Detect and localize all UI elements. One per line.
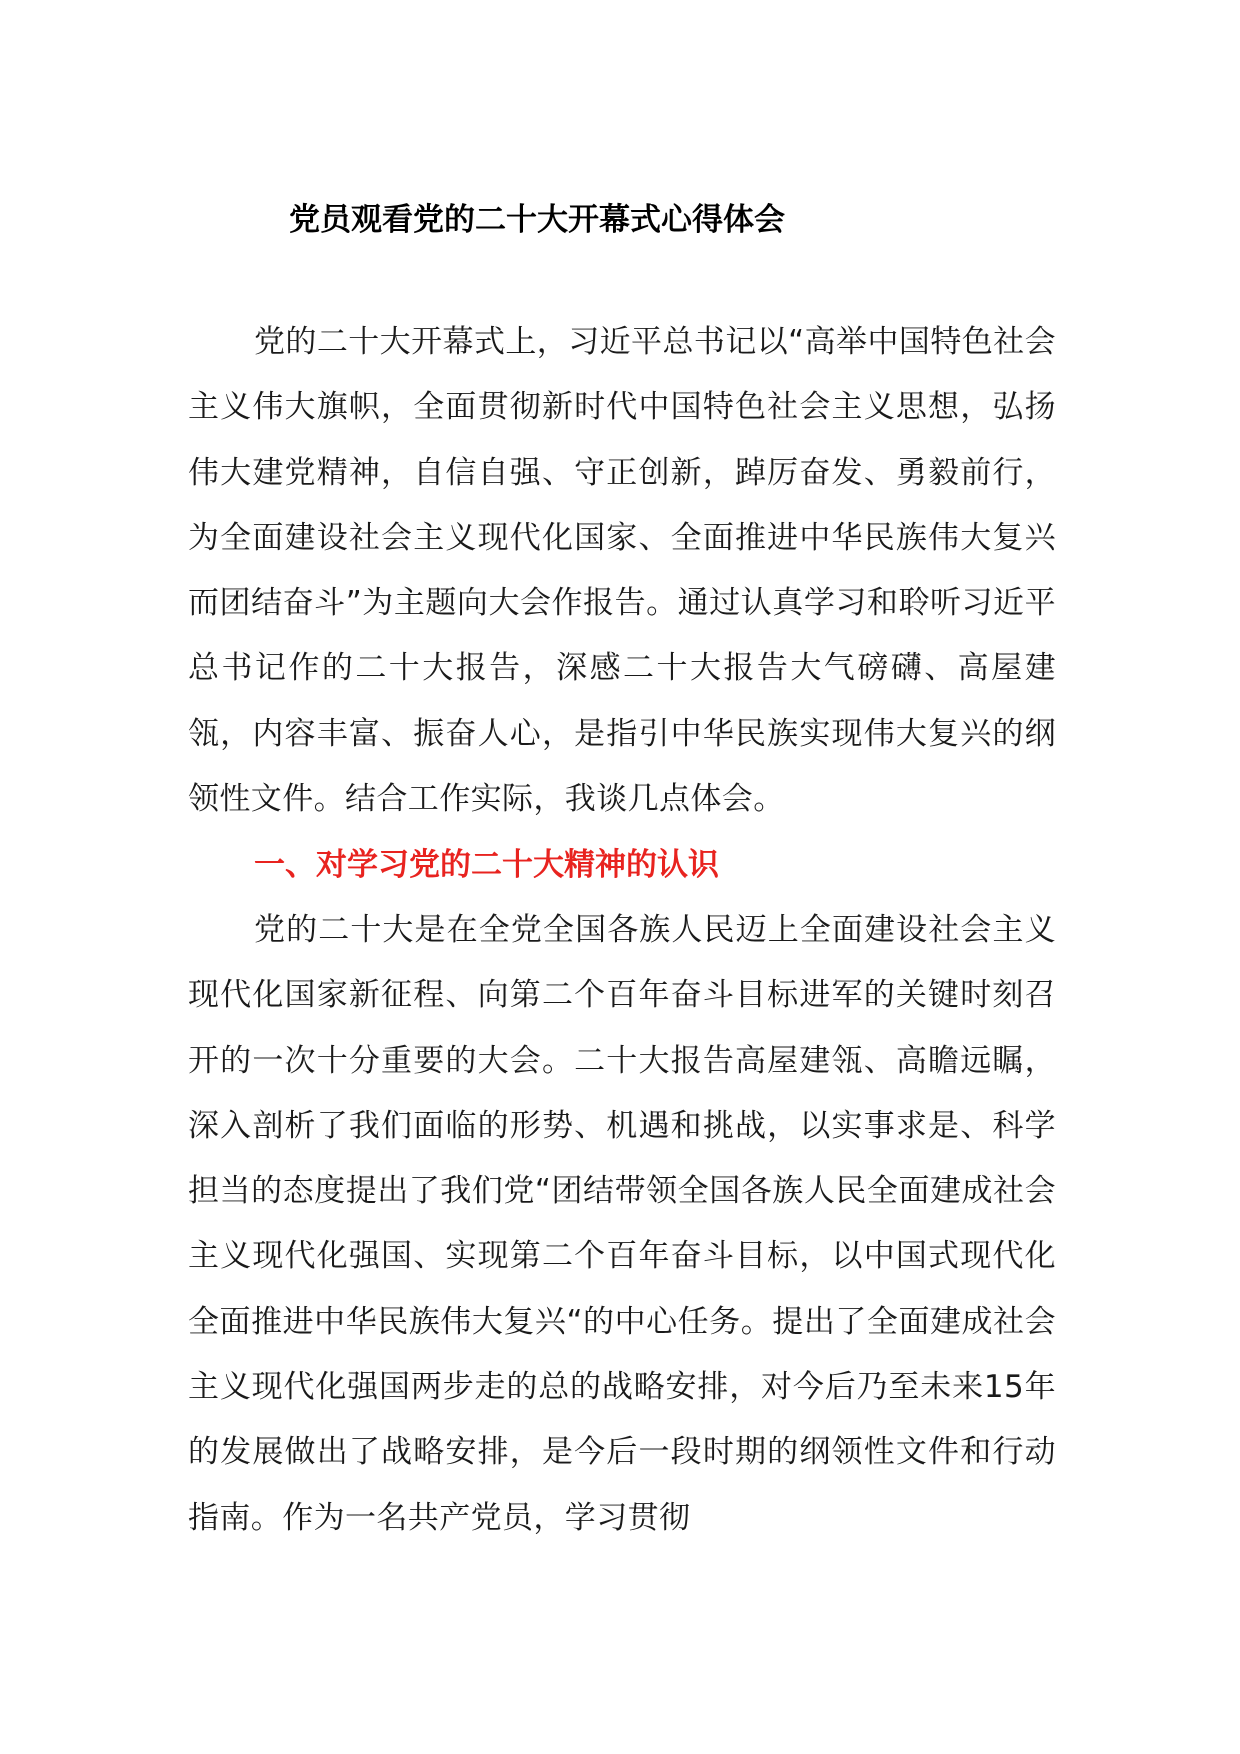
paragraph-intro: 党的二十大开幕式上，习近平总书记以“高举中国特色社会主义伟大旗帜，全面贯彻新时代中国特色社会主义思想，弘扬伟大建党精神，自信自强、守正创新，踔厉奋发、勇毅前行，为全面建设社会主义现代化国家、全面推进中华民族伟大复兴而团结奋斗”为主题向大会作报告。通过认真学习和聆听习近平总书记作的二十大报告，深感二十大报告大气磅礴、高屋建瓴，内容丰富、振奋人心，是指引中华民族实现伟大复兴的纲领性文件。结合工作实际，我谈几点体会。: [188, 324, 1056, 818]
document-title: 党员观看党的二十大开幕式心得体会: [289, 202, 785, 238]
paragraph-section-1: 党的二十大是在全党全国各族人民迈上全面建设社会主义现代化国家新征程、向第二个百年奋斗目标进军的关键时刻召开的一次十分重要的大会。二十大报告高屋建瓴、高瞻远瞩，深入剖析了我们面临的形势、机遇和挑战，以实事求是、科学担当的态度提出了我们党“团结带领全国各族人民全面建成社会主义现代化强国、实现第二个百年奋斗目标，以中国式现代化全面推进中华民族伟大复兴“的中心任务。提出了全面建成社会主义现代化强国两步走的总的战略安排，对今后乃至未来15年的发展做出了战略安排，是今后一段时期的纲领性文件和行动指南。作为一名共产党员，学习贯彻: [188, 912, 1056, 1536]
section-heading-1: 一、对学习党的二十大精神的认识: [254, 847, 719, 883]
